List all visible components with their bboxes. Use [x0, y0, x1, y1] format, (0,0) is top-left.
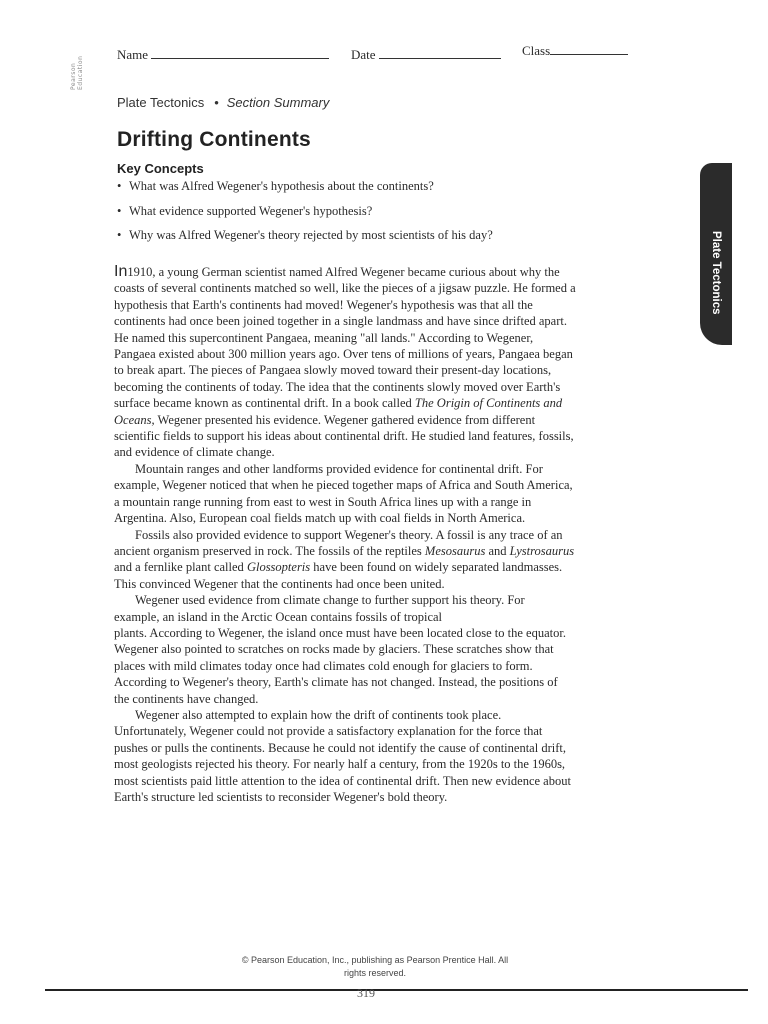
paragraph-intro — [114, 264, 576, 461]
name-field[interactable] — [117, 46, 329, 63]
breadcrumb-section: Section Summary — [226, 95, 330, 110]
key-concept-item — [117, 204, 493, 229]
key-concepts-heading: Key Concepts — [117, 161, 204, 176]
paragraph-text: Fossils also provided evidence to support Wegener's theory. A fossil is any trace of an ancient organism preserved in rock. The fossils of the reptiles — [114, 527, 563, 558]
name-line — [151, 46, 329, 59]
class-line — [550, 42, 628, 55]
key-concept-text: What evidence supported Wegener's hypothesis? — [129, 203, 373, 218]
paragraph-text: and a fernlike plant called — [114, 560, 247, 575]
bullet-icon: • — [117, 203, 122, 218]
class-field[interactable] — [522, 42, 628, 59]
class-label: Class — [522, 43, 551, 58]
species-name: Mesosaurus — [424, 543, 486, 558]
species-name: Lystrosaurus — [509, 543, 575, 558]
species-name: Glossopteris — [246, 560, 311, 575]
summary-body — [114, 264, 576, 805]
date-label: Date — [351, 47, 376, 62]
name-label: Name — [117, 47, 149, 62]
key-concepts-list — [117, 179, 493, 253]
key-concept-text: What was Alfred Wegener's hypothesis about the continents? — [129, 179, 434, 193]
date-line — [379, 46, 501, 59]
footer-rule — [45, 989, 748, 991]
paragraph-climate-cont: plants. According to Wegener, the island once must have been located close to the equator. Wegener also pointed to scratches on rocks made by glaciers. These scratches show that places with mild climates today once had climates cold enough for glaciers to form. According to Wegener's theory, Earth's climate has not changed. Instead, the positions of the continents have changed. — [114, 625, 566, 706]
bullet-icon: • — [117, 228, 122, 242]
paragraph-rejection: Wegener also attempted to explain how the drift of continents took place. Unfortunately, Wegener could not provide a satisfactory explanation for the force that pushes or pulls the continents. Because he could not identify the cause of continental drift, most geologists rejected his theory. For nearly half a century, from the 1920s to the 1960s, most scientists paid little attention to the idea of continental drift. Then new evidence about Earth's structure led scientists to reconsider Wegener's bold theory. — [114, 707, 571, 804]
drop-cap: In — [114, 263, 128, 280]
breadcrumb — [117, 95, 329, 110]
key-concept-item — [117, 179, 493, 204]
paragraph-text: 1910, a young German scientist named Alfred Wegener became curious about why the coasts of several continents matched so well, like the pieces of a jigsaw puzzle. He formed a hypothesis that Earth's continents had moved! Wegener's hypothesis was that all the continents had once been joined together in a single landmass and have since drifted apart. He named this supercontinent Pangaea, meaning "all lands." According to Wegener, Pangaea existed about 300 million years ago. Over tens of millions of years, Pangaea began to break apart. The pieces of Pangaea slowly moved toward their present-day locations, becoming the continents of today. The idea that the continents slowly moved over Earth's surface became known as continental drift. In a book called — [114, 265, 576, 411]
margin-copyright-mark: Pearson Education — [70, 55, 84, 90]
key-concept-item — [117, 228, 493, 253]
paragraph-text: Wegener presented his evidence. Wegener gathered evidence from different scientific fields to support his ideas about continental drift. He studied land features, fossils, and evidence of climate change. — [114, 412, 574, 460]
breadcrumb-separator: • — [214, 95, 219, 110]
bullet-icon: • — [117, 179, 122, 193]
book-title: The Origin of Continents and Oceans, — [114, 396, 563, 427]
breadcrumb-chapter: Plate Tectonics — [117, 95, 205, 110]
paragraph-landforms: Mountain ranges and other landforms provided evidence for continental drift. For example, Wegener noticed that when he pieced together maps of Africa and South America, a mountain range running from east to west in South Africa lines up with a range in Argentina. Also, European coal fields match up with coal fields in North America. — [114, 461, 573, 526]
paragraph-fossils — [114, 527, 576, 593]
side-tab-label: Plate Tectonics — [710, 231, 722, 315]
paragraph-climate-start: Wegener used evidence from climate change to further support his theory. For example, an island in the Arctic Ocean contains fossils of tropical — [114, 593, 525, 624]
chapter-side-tab — [700, 163, 732, 345]
page-title: Drifting Continents — [117, 128, 311, 151]
paragraph-text: have been found on widely separated landmasses. This convinced Wegener that the continents had once been united. — [114, 560, 563, 591]
copyright-notice: © Pearson Education, Inc., publishing as Pearson Prentice Hall. All rights reserved. — [241, 955, 509, 978]
page-number: 319 — [357, 986, 375, 1000]
paragraph-text: and — [485, 543, 510, 558]
date-field[interactable] — [351, 46, 501, 63]
key-concept-text: Why was Alfred Wegener's theory rejected by most scientists of his day? — [129, 228, 493, 242]
